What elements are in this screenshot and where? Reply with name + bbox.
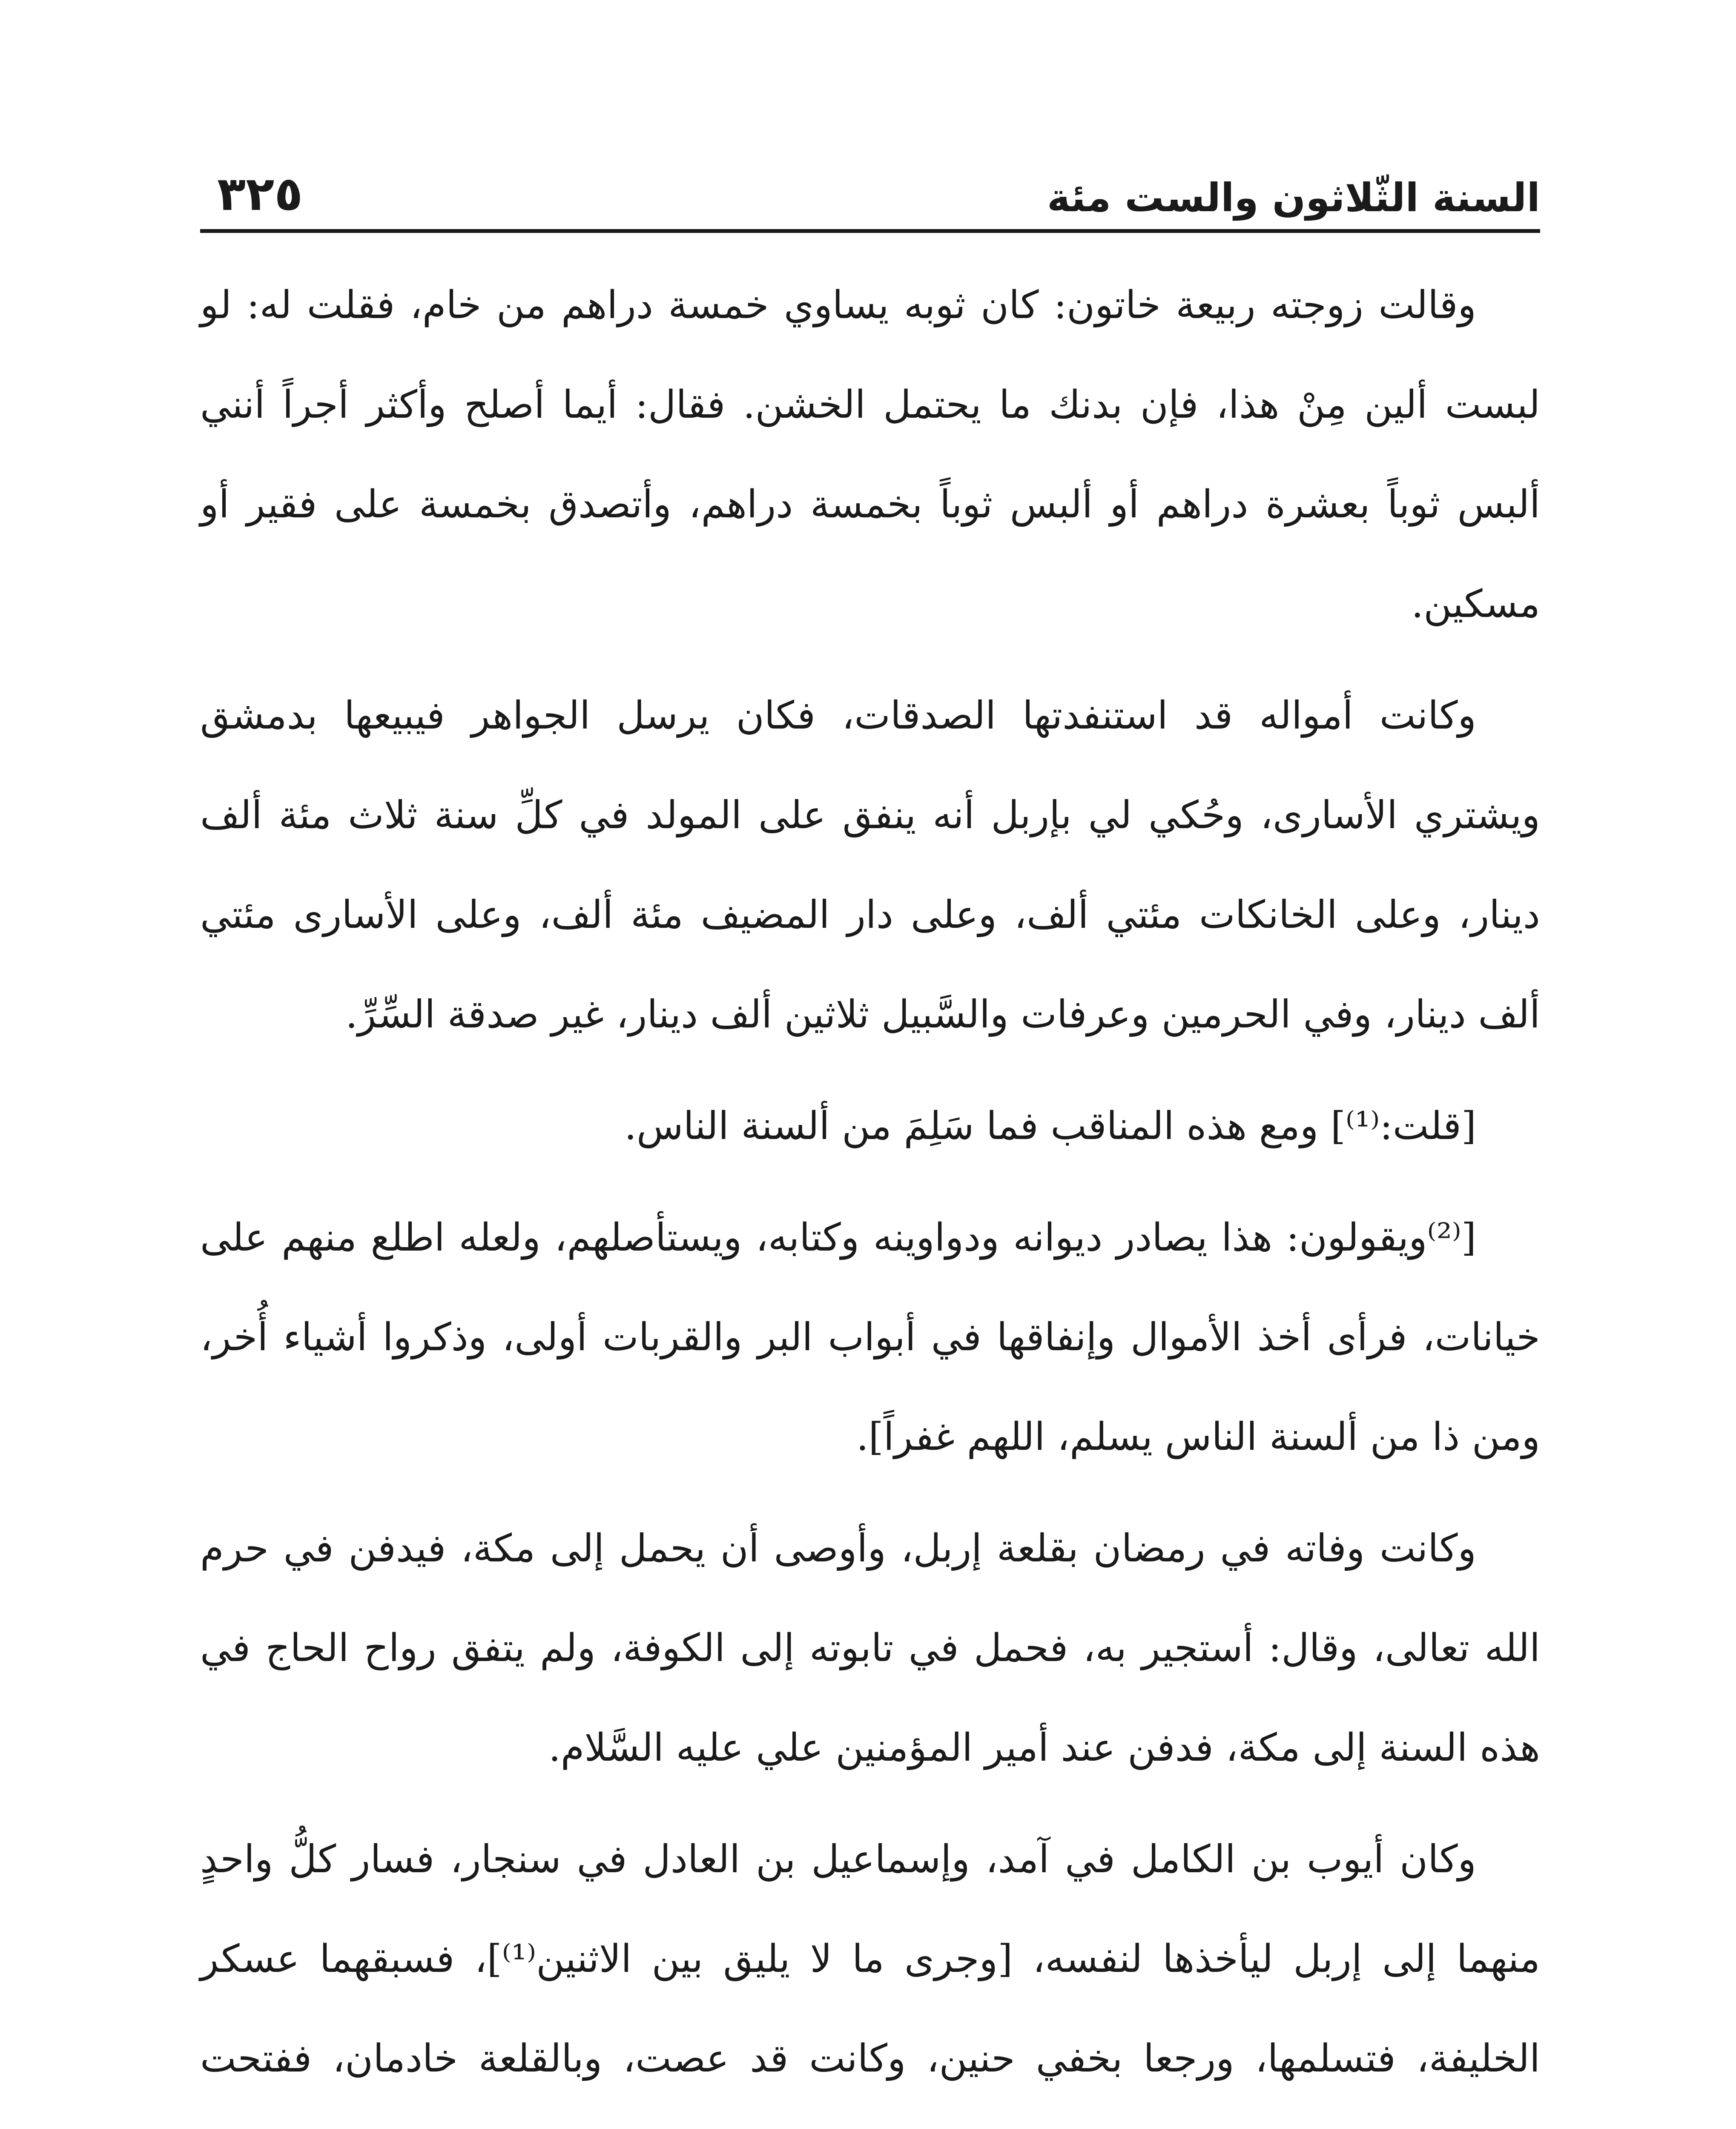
header-rule [200, 229, 1540, 233]
paragraph: [قلت:⁽¹⁾] ومع هذه المناقب فما سَلِمَ من ألسنة الناس. [624, 1104, 1476, 1148]
paragraph: [⁽²⁾ويقولون: هذا يصادر ديوانه ودواوينه وكتابه، ويستأصلهم، ولعله اطلع منهم على خيانات، فرأى أخذ الأموال وإنفاقها في أبواب البر والقربات أولى، وذكروا أشياء أُخر، ومن ذا من ألسنة الناس يسلم، اللهم غفراً]. [200, 1215, 1540, 1459]
paragraph: وكانت وفاته في رمضان بقلعة إربل، وأوصى أن يحمل إلى مكة، فيدفن في حرم الله تعالى، وقال: أستجير به، فحمل في تابوته إلى الكوفة، ولم يتفق رواح الحاج في هذه السنة إلى مكة، فدفن عند أمير المؤمنين علي عليه السَّلام. [200, 1526, 1540, 1770]
running-header [200, 153, 1540, 238]
page-number: ٣٢٥ [217, 166, 303, 221]
body-text [200, 255, 1540, 2129]
chapter-title: السنة الثّلاثون والست مئة [1047, 175, 1540, 221]
paragraph: وقالت زوجته ربيعة خاتون: كان ثوبه يساوي خمسة دراهم من خام، فقلت له: لو لبست ألين مِنْ هذا، فإن بدنك ما يحتمل الخشن. فقال: أيما أصلح وأكثر أجراً أنني ألبس ثوباً بعشرة دراهم أو ألبس ثوباً بخمسة دراهم، وأتصدق بخمسة على فقير أو مسكين. [200, 283, 1540, 626]
paragraph: وكانت أمواله قد استنفدتها الصدقات، فكان يرسل الجواهر فيبيعها بدمشق ويشتري الأسارى، وحُكي لي بإربل أنه ينفق على المولد في كلِّ سنة ثلاث مئة ألف دينار، وعلى الخانكات مئتي ألف، وعلى دار المضيف مئة ألف، وعلى الأسارى مئتي ألف دينار، وفي الحرمين وعرفات والسَّبيل ثلاثين ألف دينار، غير صدقة السِّرِّ. [200, 693, 1540, 1037]
paragraph: وكان أيوب بن الكامل في آمد، وإسماعيل بن العادل في سنجار، فسار كلُّ واحدٍ منهما إلى إربل ليأخذها لنفسه، [وجرى ما لا يليق بين الاثنين⁽¹⁾]، فسبقهما عسكر الخليفة، فتسلمها، ورجعا بخفي حنين، وكانت قد عصت، وبالقلعة خادمان، ففتحت [200, 1837, 1540, 2081]
